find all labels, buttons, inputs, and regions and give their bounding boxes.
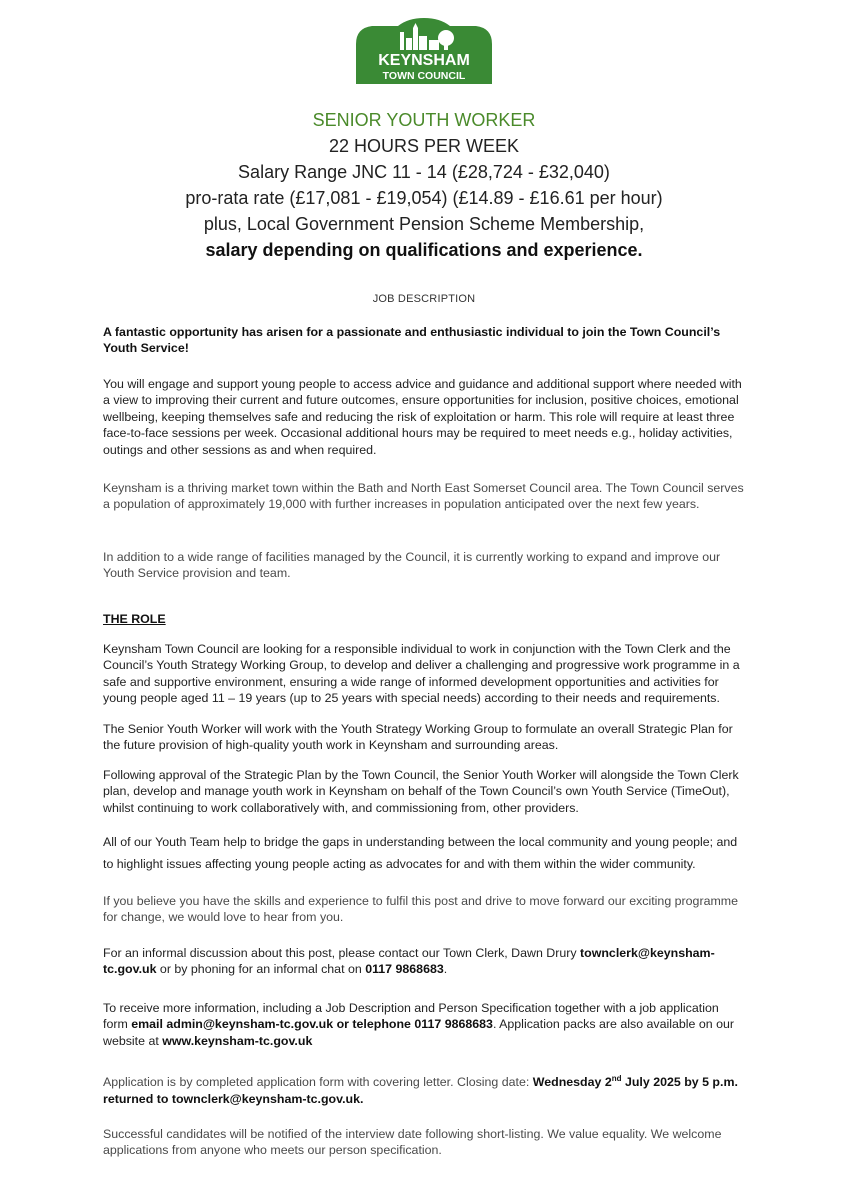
clerk-phone[interactable]: 0117 9868683 bbox=[365, 962, 444, 977]
info-mid-text: . Application packs are also available on our website at bbox=[103, 1017, 735, 1048]
website-link[interactable]: www.keynsham-tc.gov.uk bbox=[162, 1033, 313, 1048]
application-paragraph bbox=[103, 1071, 745, 1107]
contact-end: . bbox=[443, 962, 448, 977]
contact-text: For an informal discussion about this post, please contact our Town Clerk, Dawn Drury bbox=[103, 946, 581, 960]
contact-mid-text: or by phoning for an informal chat on bbox=[156, 962, 366, 977]
closing-date-rest: July 2025 by 5 p.m. returned to townclerk@keynsham-tc.gov.uk. bbox=[103, 1075, 738, 1106]
addition-paragraph: In addition to a wide range of facilities managed by the Council, it is currently working to expand and improve our Youth Service provision and team. bbox=[103, 550, 721, 581]
admin-contact[interactable]: email admin@keynsham-tc.gov.uk or telephone 0117 9868683 bbox=[131, 1017, 493, 1032]
role-paragraph-1: Keynsham Town Council are looking for a responsible individual to work in conjunction with the Town Clerk and the Council’s Youth Strategy Working Group, to develop and deliver a challenging and progressive work programme in a safe and supportive environment, ensuring a wide range of informed development opportunities and activities for young people aged 11 – 19 years (up to 25 years with special needs) according to their needs and requirements. bbox=[103, 642, 740, 706]
believe-paragraph: If you believe you have the skills and experience to fulfil this post and drive to move forward our exciting programme for change, we would love to hear from you. bbox=[103, 894, 739, 925]
hours-line: 22 HOURS PER WEEK bbox=[328, 136, 520, 156]
closing-date-suffix: nd bbox=[611, 1074, 622, 1083]
logo-line1: KEYNSHAM bbox=[378, 52, 470, 69]
role-paragraph-2: The Senior Youth Worker will work with the Youth Strategy Working Group to formulate an overall Strategic Plan for the future provision of high-quality youth work in Keynsham and surrounding areas. bbox=[103, 722, 733, 753]
role-paragraph-3: Following approval of the Strategic Plan by the Town Council, the Senior Youth Worker will alongside the Town Clerk plan, develop and manage youth work in Keynsham on behalf of the Town Council’s own Youth Service (TimeOut), whilst continuing to work collaboratively with, and commissioning from, other providers. bbox=[103, 768, 739, 815]
closing-date-day: Wednesday 2 bbox=[532, 1075, 612, 1090]
role-heading: THE ROLE bbox=[103, 612, 166, 626]
logo-line2: TOWN COUNCIL bbox=[382, 70, 466, 82]
clerk-email-link[interactable]: townclerk@keynsham-tc.gov.uk bbox=[103, 946, 715, 977]
keynsham-town-council-logo bbox=[356, 18, 492, 84]
job-title: SENIOR YOUTH WORKER bbox=[312, 110, 536, 130]
qualification-line: salary depending on qualifications and experience. bbox=[205, 240, 643, 260]
contact-paragraph bbox=[103, 945, 745, 978]
info-paragraph bbox=[103, 1000, 745, 1049]
intro-paragraph: A fantastic opportunity has arisen for a passionate and enthusiastic individual to join the Town Council’s Youth Service! bbox=[103, 325, 721, 356]
job-description-label: JOB DESCRIPTION bbox=[372, 293, 476, 305]
info-text: To receive more information, including a Job Description and Person Specification together with a job application form bbox=[103, 1001, 719, 1032]
application-text: Application is by completed application form with covering letter. Closing date: bbox=[103, 1075, 533, 1090]
pension-line: plus, Local Government Pension Scheme Membership, bbox=[203, 214, 645, 234]
successful-paragraph: Successful candidates will be notified of the interview date following short-listing. We value equality. We welcome applications from anyone who meets our person specification. bbox=[103, 1127, 722, 1158]
engage-paragraph: You will engage and support young people to access advice and guidance and additional support where needed with a view to improving their current and future outcomes, ensure opportunities for inclusion, positive choices, emotional wellbeing, keeping themselves safe and reducing the risk of exploitation or harm. This role will require at least three face-to-face sessions per week. Occasional additional hours may be required to meet needs e.g., holiday activities, outings and other sessions as and when required. bbox=[103, 377, 742, 457]
role-paragraph-4: All of our Youth Team help to bridge the gaps in understanding between the local community and young people; and to highlight issues affecting young people acting as advocates for and with them within the wider community. bbox=[103, 835, 738, 871]
keynsham-paragraph: Keynsham is a thriving market town within the Bath and North East Somerset Council area. The Town Council serves a population of approximately 19,000 with further increases in population anticipated over the next few years. bbox=[103, 481, 744, 512]
prorata-line: pro-rata rate (£17,081 - £19,054) (£14.89 - £16.61 per hour) bbox=[185, 188, 663, 208]
salary-line: Salary Range JNC 11 - 14 (£28,724 - £32,040) bbox=[238, 162, 610, 182]
